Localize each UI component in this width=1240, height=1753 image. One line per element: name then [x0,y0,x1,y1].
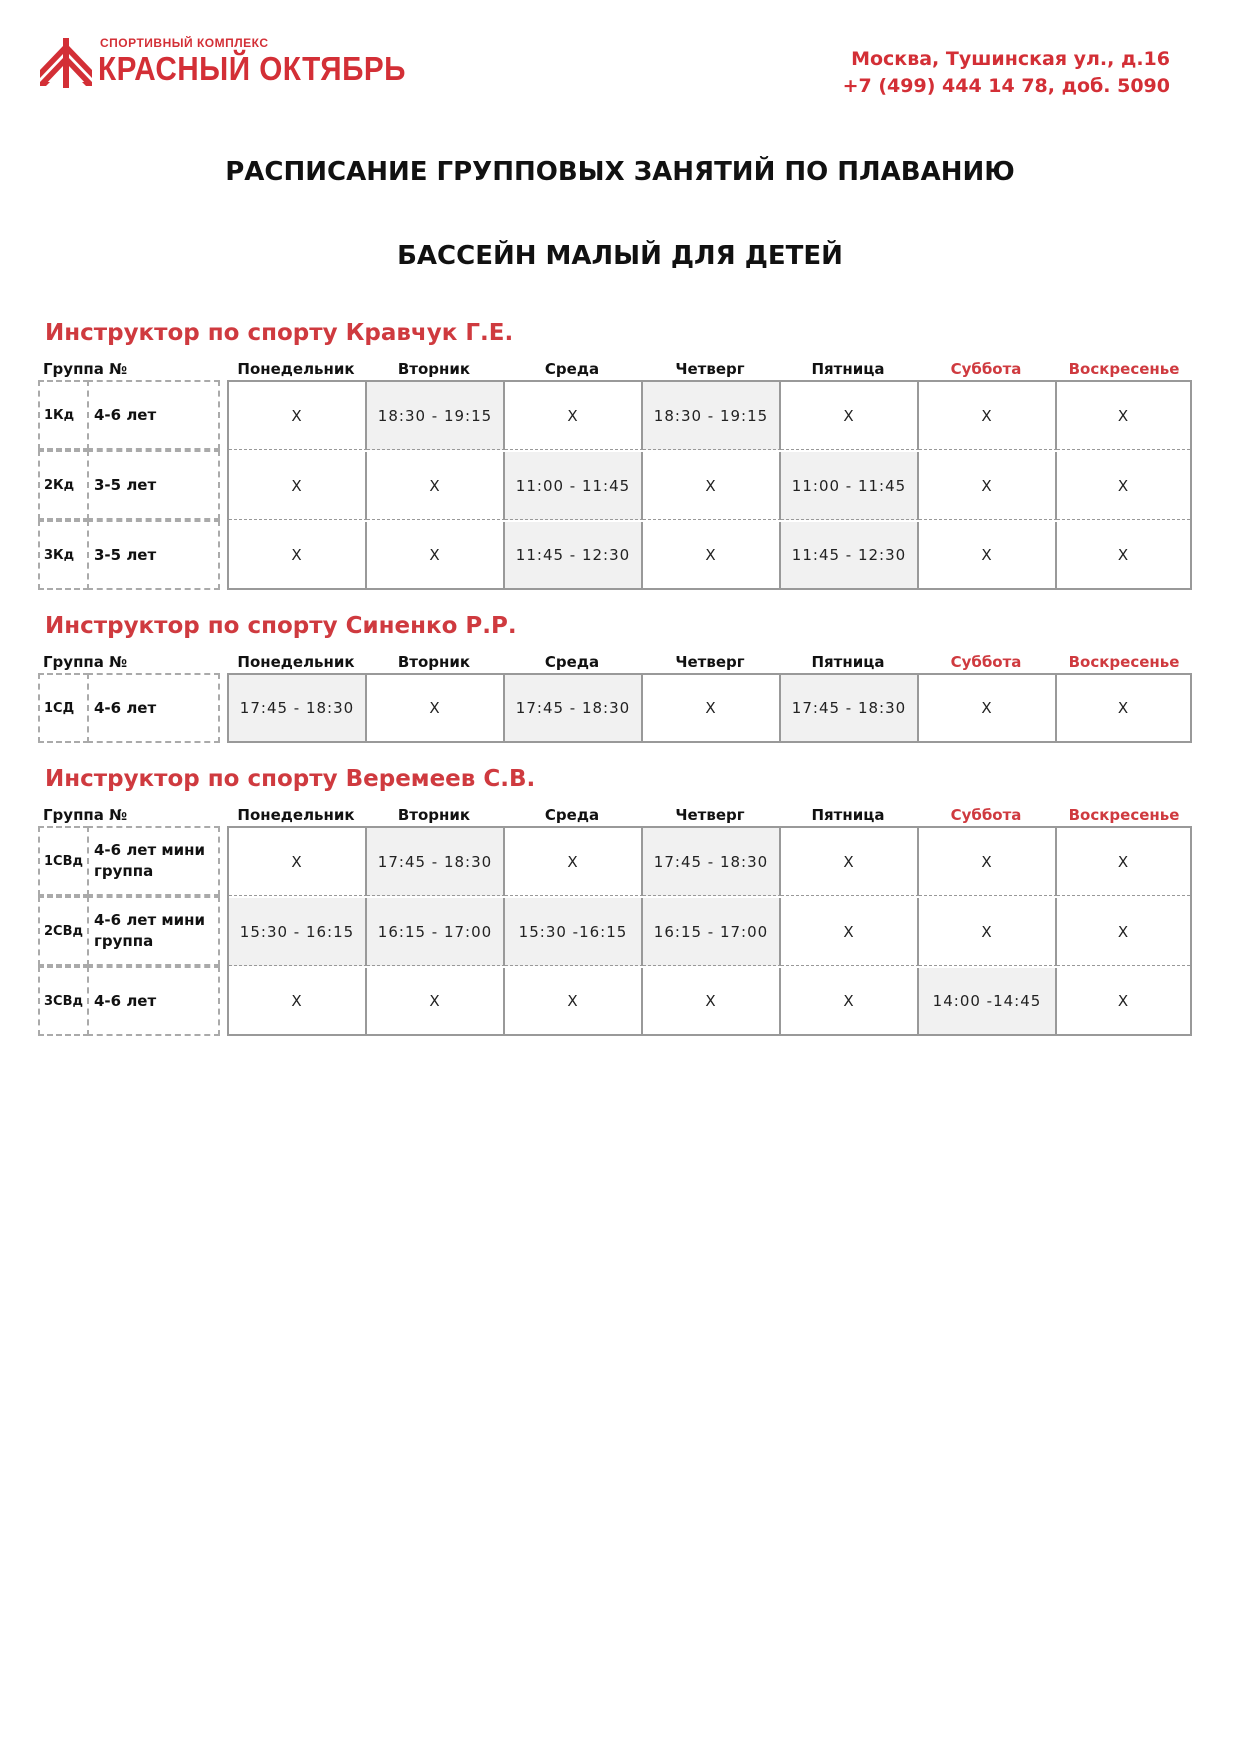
schedule-cell-empty: X [919,382,1057,450]
schedule-cell-empty: X [781,968,919,1034]
column-header-day: Пятница [811,806,885,824]
phone: +7 (499) 444 14 78, доб. 5090 [842,75,1170,97]
schedule-cell-empty: X [367,452,505,520]
schedule-cell-empty: X [1117,992,1130,1010]
column-header-group: Группа № [43,806,128,824]
schedule-cell-empty: X [229,382,367,450]
group-age: 4-6 лет [87,380,220,450]
column-header-day: Среда [544,653,600,671]
schedule-cell-time: 17:45 - 18:30 [229,675,367,741]
schedule-cell-time: 18:30 - 19:15 [643,382,781,450]
schedule-cell-empty: X [229,522,367,588]
schedule-cell-time: 17:45 - 18:30 [367,828,505,896]
column-header-day: Воскресенье [1068,360,1180,378]
page-subtitle: БАССЕЙН МАЛЫЙ ДЛЯ ДЕТЕЙ [397,241,843,271]
group-id: 2Кд [38,450,89,520]
schedule-cell-empty: X [1057,382,1190,450]
column-header-day: Вторник [397,653,471,671]
instructor-title: Инструктор по спорту Веремеев С.В. [45,766,536,792]
schedule-cell-empty: X [643,452,781,520]
group-id: 3СВд [38,966,89,1036]
schedule-cell-empty: X [367,675,505,741]
schedule-cell-empty: X [919,452,1057,520]
group-age: 4-6 лет [87,966,220,1036]
schedule-cell-empty: X [781,828,919,896]
column-header-group: Группа № [43,653,128,671]
column-header-day: Вторник [397,806,471,824]
column-header-day: Воскресенье [1068,806,1180,824]
schedule-cell-empty: X [367,522,505,588]
schedule-cell-empty: X [1057,452,1190,520]
column-header-day: Суббота [950,653,1022,671]
instructor-title: Инструктор по спорту Синенко Р.Р. [45,613,517,639]
schedule-cell-empty: X [919,898,1057,966]
schedule-cell-empty: X [367,968,505,1034]
contact-block [843,46,1170,100]
schedule-cell-empty: X [643,968,781,1034]
logo-title: КРАСНЫЙ ОКТЯБРЬ [98,50,406,87]
column-header-day: Среда [544,360,600,378]
schedule-cell-time: 17:45 - 18:30 [505,675,643,741]
schedule-cell-empty: X [1057,828,1190,896]
schedule-cell-time: 15:30 - 16:15 [229,898,367,966]
column-header-day: Понедельник [237,653,355,671]
group-id: 1Кд [38,380,89,450]
group-age: 3-5 лет [87,520,220,590]
logo-subtitle: СПОРТИВНЫЙ КОМПЛЕКС [100,36,269,50]
schedule-cell-empty: X [229,452,367,520]
table-header [0,653,1240,673]
schedule-cell-time: 15:30 -16:15 [505,898,643,966]
column-header-day: Пятница [811,653,885,671]
schedule-cell-empty: X [229,968,367,1034]
schedule-cell-empty: X [643,522,781,588]
column-header-day: Четверг [675,806,745,824]
logo-mark-icon [40,38,92,88]
schedule-cell-empty: X [505,382,643,450]
schedule-cell-empty: X [229,828,367,896]
schedule-cell-empty: X [919,828,1057,896]
schedule-cell-empty: X [781,382,919,450]
schedule-cell-empty: X [919,675,1057,741]
group-id: 3Кд [38,520,89,590]
table-header [0,360,1240,380]
schedule-cell-time: 11:45 - 12:30 [505,522,643,588]
column-header-day: Суббота [950,806,1022,824]
group-id: 1СД [38,673,89,743]
schedule-cell-time: 11:00 - 11:45 [505,452,643,520]
schedule-cell-time: 18:30 - 19:15 [367,382,505,450]
group-age: 4-6 лет мини группа [87,826,220,896]
page-title: РАСПИСАНИЕ ГРУППОВЫХ ЗАНЯТИЙ ПО ПЛАВАНИЮ [225,157,1015,187]
column-header-group: Группа № [43,360,128,378]
schedule-cell-time: 11:45 - 12:30 [781,522,919,588]
schedule-cell-time: 17:45 - 18:30 [643,828,781,896]
column-header-day: Понедельник [237,360,355,378]
logo [40,36,406,92]
schedule-cell-time: 16:15 - 17:00 [367,898,505,966]
group-id: 2СВд [38,896,89,966]
schedule-cell-empty: X [643,675,781,741]
schedule-table [0,826,1240,1036]
schedule-cell-time: 14:00 -14:45 [919,968,1057,1034]
column-header-day: Четверг [675,653,745,671]
schedule-cell-empty: X [505,828,643,896]
group-id: 1СВд [38,826,89,896]
column-header-day: Пятница [811,360,885,378]
schedule-cell-time: 17:45 - 18:30 [781,675,919,741]
schedule-cell-empty: X [919,522,1057,588]
column-header-day: Понедельник [237,806,355,824]
group-age: 3-5 лет [87,450,220,520]
schedule-cell-empty: X [781,898,919,966]
column-header-day: Суббота [950,360,1022,378]
group-age: 4-6 лет [87,673,220,743]
schedule-cell-empty: X [505,968,643,1034]
instructor-title: Инструктор по спорту Кравчук Г.Е. [45,320,514,346]
schedule-cell-empty: X [1057,898,1190,966]
group-age: 4-6 лет мини группа [87,896,220,966]
schedule-cell-time: 11:00 - 11:45 [781,452,919,520]
schedule-cell-empty: X [1117,699,1130,717]
schedule-table [0,380,1240,590]
column-header-day: Среда [544,806,600,824]
address: Москва, Тушинская ул., д.16 [851,48,1170,70]
schedule-cell-time: 16:15 - 17:00 [643,898,781,966]
column-header-day: Вторник [397,360,471,378]
schedule-table [0,673,1240,743]
column-header-day: Четверг [675,360,745,378]
table-header [0,806,1240,826]
schedule-cell-empty: X [1117,546,1130,564]
column-header-day: Воскресенье [1068,653,1180,671]
